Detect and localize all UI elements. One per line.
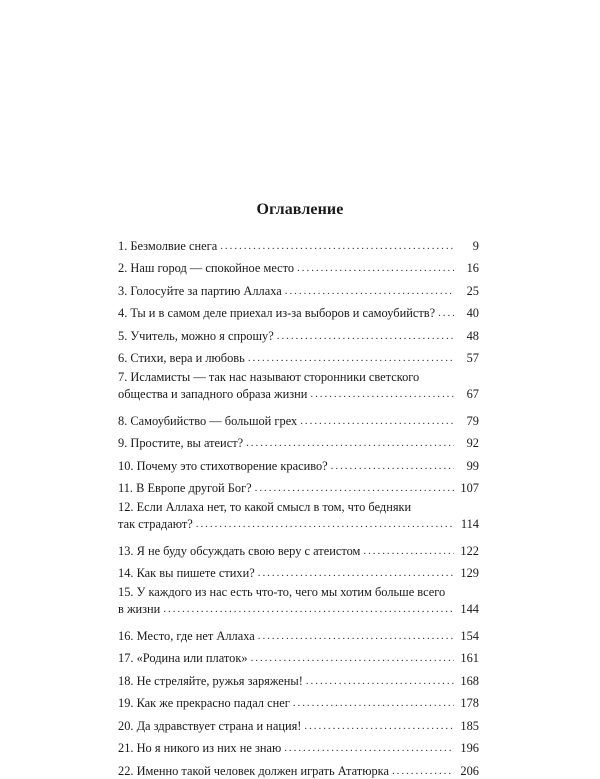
toc-entry — [118, 429, 479, 452]
toc-entry-title: 11. В Европе другой Бог? — [118, 481, 252, 495]
toc-entry-page-number: 161 — [460, 651, 479, 665]
toc-entry — [118, 321, 479, 344]
toc-entry — [118, 276, 479, 299]
dot-leader — [300, 416, 454, 429]
dot-leader — [196, 519, 454, 532]
dot-leader — [392, 766, 454, 779]
toc-entry — [118, 711, 479, 734]
dot-leader — [277, 331, 454, 344]
toc-entry-page-number: 178 — [460, 696, 479, 710]
toc-entry — [118, 559, 479, 582]
toc-entry-title: 19. Как же прекрасно падал снег — [118, 696, 290, 710]
toc-entry-title: 8. Самоубийство — большой грех — [118, 413, 298, 428]
toc-entry-page-number: 129 — [460, 566, 479, 580]
dot-leader — [285, 286, 454, 299]
toc-entry-title: 18. Не стреляйте, ружья заряжены! — [118, 673, 303, 688]
toc-entry-title: 1. Безмолвие снега — [118, 238, 218, 253]
toc-entry — [118, 536, 479, 559]
toc-entry-page-number: 144 — [460, 602, 479, 616]
toc-entry-page-number: 122 — [460, 543, 479, 558]
toc-entry-page-number: 107 — [460, 481, 479, 495]
dot-leader — [251, 653, 454, 666]
toc-entry — [118, 231, 479, 254]
toc-entry-page-number: 40 — [466, 306, 479, 320]
toc-entry-page-number: 206 — [460, 763, 479, 778]
toc-entry — [118, 621, 479, 644]
toc-entry — [118, 299, 479, 322]
toc-entry-title: 22. Именно такой человек должен играть Ататюрка — [118, 763, 389, 778]
toc-entry-title: 2. Наш город — спокойное место — [118, 261, 295, 275]
toc-entry-title: 16. Место, где нет Аллаха — [118, 628, 255, 643]
toc-entry — [118, 756, 479, 779]
toc-heading: Оглавление — [256, 201, 344, 218]
toc-entry — [118, 497, 479, 532]
toc-entry — [118, 254, 479, 277]
toc-entry-title-line: 12. Если Аллаха нет, то какой смысл в том, что бедняки — [118, 499, 412, 514]
toc-entry-page-number: 48 — [466, 328, 479, 343]
toc-entry-page-number: 168 — [460, 673, 479, 688]
dot-leader — [163, 604, 454, 617]
dot-leader — [306, 676, 454, 689]
toc-entry-title: общества и западного образа жизни — [118, 387, 308, 401]
toc-entry-page-number: 16 — [466, 261, 479, 275]
toc-entry-title: 6. Стихи, вера и любовь — [118, 351, 245, 365]
toc-entry-title-line: 15. У каждого из нас есть что-то, чего мы хотим больше всего — [118, 584, 446, 599]
dot-leader — [258, 631, 454, 644]
dot-leader — [310, 389, 454, 402]
toc-entry-title: в жизни — [118, 602, 161, 616]
toc-entry-title: 17. «Родина или платок» — [118, 651, 248, 665]
toc-entry-title: 10. Почему это стихотворение красиво? — [118, 458, 328, 473]
dot-leader — [246, 438, 454, 451]
toc-entry-title-line: 7. Исламисты — так нас называют сторонники светского — [118, 369, 420, 384]
toc-entry — [118, 474, 479, 497]
dot-leader — [220, 241, 454, 254]
toc-entry-title: 21. Но я никого из них не знаю — [118, 741, 282, 755]
toc-entry — [118, 689, 479, 712]
toc-entry-page-number: 114 — [460, 517, 479, 531]
dot-leader — [258, 568, 454, 581]
toc-entry-page-number: 92 — [466, 436, 479, 450]
toc-entry-page-number: 67 — [466, 387, 479, 401]
toc-entry-title: 13. Я не буду обсуждать свою веру с атеистом — [118, 543, 361, 558]
toc-entry-title: 9. Простите, вы атеист? — [118, 436, 244, 450]
toc-entry — [118, 644, 479, 667]
toc-entry-title: так страдают? — [118, 517, 193, 531]
dot-leader — [331, 461, 454, 474]
toc-entry — [118, 406, 479, 429]
toc-entry-page-number: 99 — [466, 458, 479, 473]
toc-entry — [118, 451, 479, 474]
toc-entry-page-number: 185 — [460, 718, 479, 733]
toc-entry-page-number: 196 — [460, 741, 479, 755]
toc-entry — [118, 734, 479, 757]
toc-entry — [118, 344, 479, 367]
toc-entry-page-number: 154 — [460, 628, 479, 643]
toc-entry-title: 4. Ты и в самом деле приехал из-за выборов и самоубийств? — [118, 306, 436, 320]
dot-leader — [304, 721, 454, 734]
dot-leader — [363, 546, 454, 559]
toc-entry-page-number: 25 — [466, 283, 479, 298]
toc-entry-page-number: 57 — [466, 351, 479, 365]
toc-entry-title: 20. Да здравствует страна и нация! — [118, 718, 302, 733]
toc-entry — [118, 666, 479, 689]
toc-entry — [118, 367, 479, 402]
table-of-contents — [118, 231, 479, 779]
dot-leader — [293, 698, 454, 711]
toc-entry-title: 5. Учитель, можно я спрошу? — [118, 328, 274, 343]
toc-entry-page-number: 79 — [466, 413, 479, 428]
dot-leader — [438, 308, 454, 321]
toc-entry-title: 14. Как вы пишете стихи? — [118, 566, 255, 580]
dot-leader — [255, 483, 454, 496]
toc-entry-page-number: 9 — [472, 238, 479, 253]
dot-leader — [297, 263, 454, 276]
toc-entry — [118, 582, 479, 617]
dot-leader — [248, 353, 454, 366]
toc-entry-title: 3. Голосуйте за партию Аллаха — [118, 283, 282, 298]
